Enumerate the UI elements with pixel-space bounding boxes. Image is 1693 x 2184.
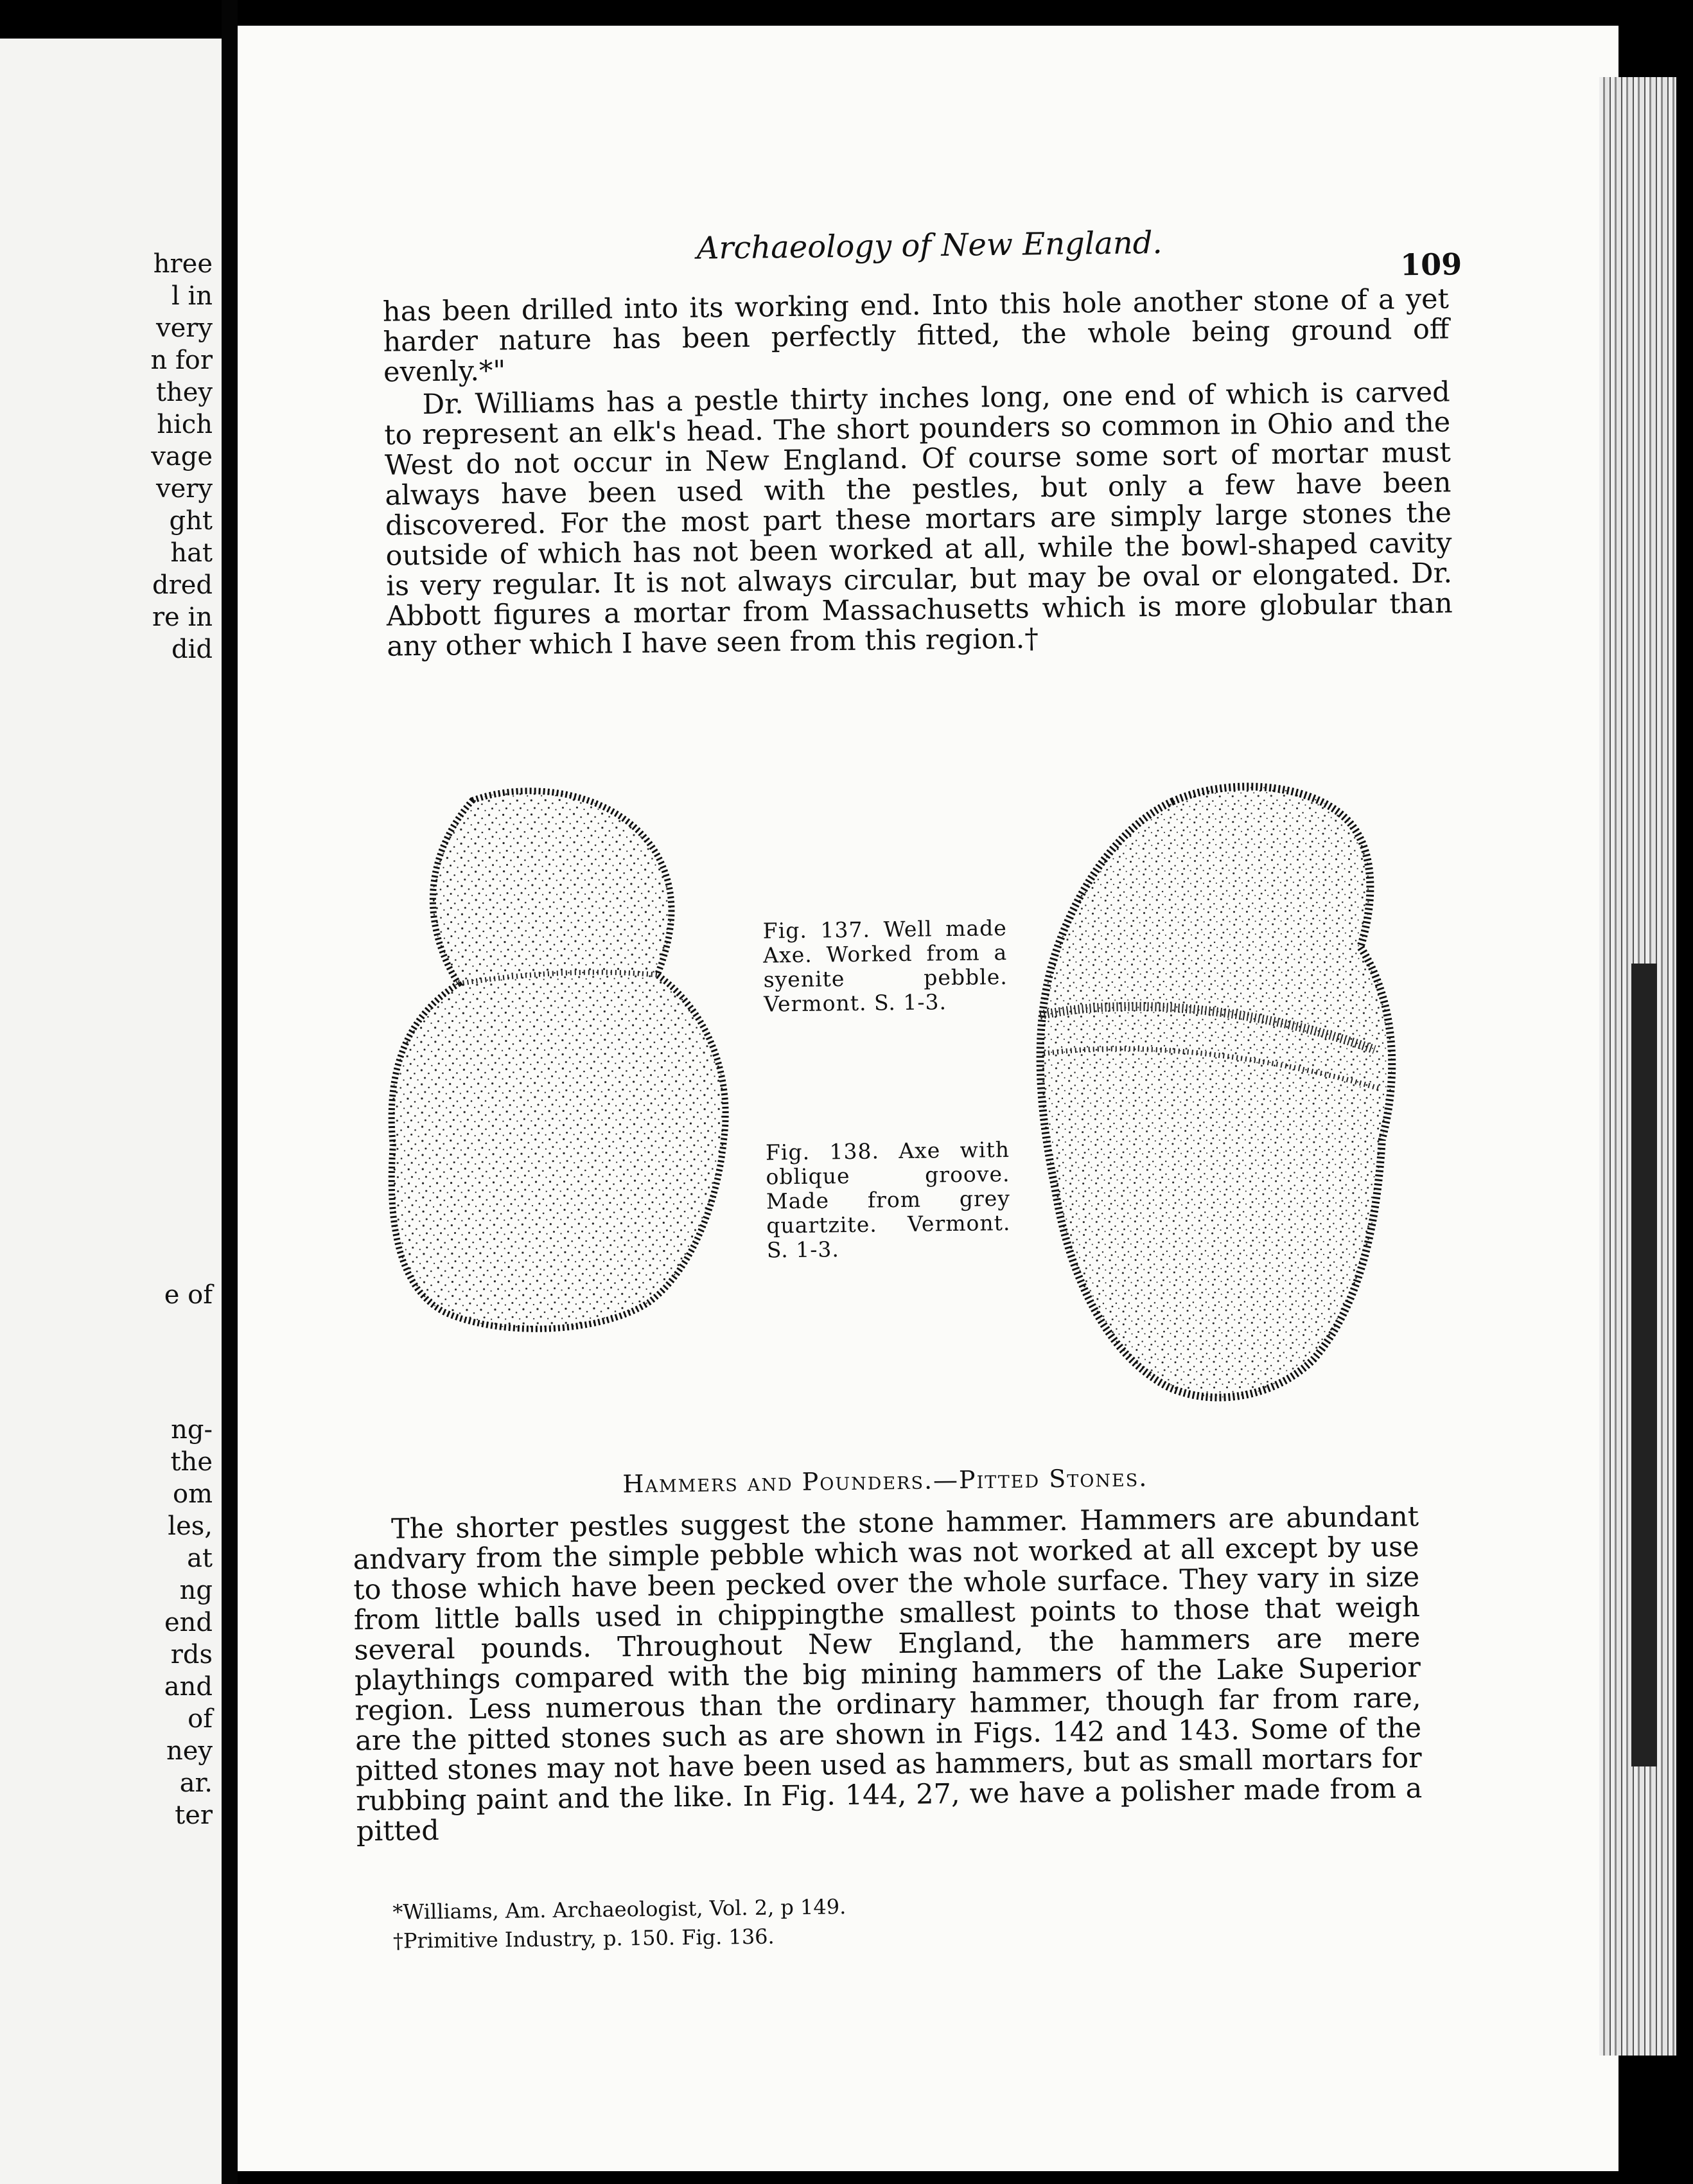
left-page-fragment: did <box>171 635 213 664</box>
left-page-fragment: hat <box>170 538 213 568</box>
left-page-fragment: end <box>164 1608 213 1637</box>
body-text-top <box>383 284 1453 664</box>
left-page-fragment: ght <box>169 506 213 536</box>
running-title: Archaeology of New England. <box>696 224 1163 267</box>
paragraph-continued: has been drilled into its working end. Into this hole another stone of a yet harder nature has been perfectly fitted, the whole being ground off evenly.*" <box>382 283 1450 389</box>
left-page-fragment: l in <box>171 281 213 311</box>
left-page-fragment: om <box>172 1479 213 1509</box>
figure-138-caption: Fig. 138. Axe with oblique groove. Made from grey quartzite. Vermont. S. 1-3. <box>765 1136 1011 1263</box>
left-page-fragment: hree <box>153 249 213 279</box>
left-page-fragment: of <box>188 1704 213 1734</box>
left-page-fragment: the <box>170 1447 213 1477</box>
section-heading: Hammers and Pounders.—Pitted Stones. <box>622 1463 1148 1499</box>
book-gutter <box>222 0 238 2184</box>
left-page-fragment: ney <box>166 1736 213 1766</box>
figure-137-axe <box>360 781 752 1344</box>
left-page-fragment: e of <box>164 1280 213 1310</box>
left-page-fragment: dred <box>152 570 213 600</box>
book-spine <box>1631 964 1657 1766</box>
left-page-fragment: at <box>187 1544 213 1573</box>
left-page-fragment: hich <box>157 410 213 439</box>
left-page-fragment: ng- <box>171 1415 213 1445</box>
left-page-fragment: rds <box>170 1640 213 1669</box>
body-text-bottom <box>353 1502 1423 1849</box>
left-page-fragment: ar. <box>179 1768 213 1798</box>
figure-137-caption: Fig. 137. Well made Axe. Worked from a syenite pebble. Vermont. S. 1-3. <box>762 915 1008 1017</box>
footnote-2: †Primitive Industry, p. 150. Fig. 136. <box>392 1924 775 1953</box>
page-number: 109 <box>1399 247 1462 283</box>
left-page <box>0 39 222 2184</box>
left-page-fragment: very <box>156 474 213 504</box>
left-page-fragment: ng <box>179 1576 213 1605</box>
left-page-fragment: they <box>155 378 213 407</box>
paragraph-hammers: The shorter pestles suggest the stone hammer. Hammers are abundant andvary from the simple pebble which was not worked at all except by use to those which have been pecked over the whole surface. They vary in size from little balls used in chippingthe smallest points to those that weigh several pounds. Throughout New England, the hammers are mere playthings compared with the big mining hammers of the Lake Superior region. Less numerous than the ordinary hammer, though far from rare, are the pitted stones such as are shown in Figs. 142 and 143. Some of the pitted stones may not have been used as hammers, but as small mortars for rubbing paint and the like. In Fig. 144, 27, we have a polisher made from a pitted <box>353 1501 1423 1848</box>
left-page-fragment: vage <box>151 442 213 471</box>
left-page-fragment: and <box>164 1672 213 1702</box>
figure-138-axe <box>1012 779 1443 1420</box>
left-page-fragment: les, <box>168 1511 213 1541</box>
left-page-fragment: re in <box>152 603 213 632</box>
left-page-fragment: ter <box>175 1801 213 1830</box>
footnote-1: *Williams, Am. Archaeologist, Vol. 2, p 149. <box>392 1894 846 1924</box>
left-page-fragment: very <box>156 313 213 343</box>
left-page-fragment: n for <box>150 346 213 375</box>
paragraph-williams: Dr. Williams has a pestle thirty inches long, one end of which is carved to represent an elk's head. The short pounders so common in Ohio and the West do not occur in New England. Of course some sort of mortar must always have been used with the pestles, but only a few have been discovered. For the most part these mortars are simply large stones the outside of which has not been worked at all, while the bowl-shaped cavity is very regular. It is not always circular, but may be oval or elongated. Dr. Abbott figures a mortar from Massachusetts which is more globular than any other which I have seen from this region.† <box>384 376 1453 663</box>
